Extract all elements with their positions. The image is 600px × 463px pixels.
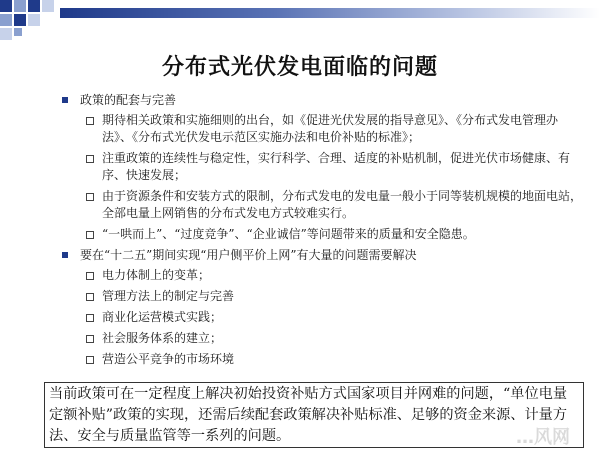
slide-title: 分布式光伏发电面临的问题 — [161, 55, 438, 80]
hollow-square-bullet-icon — [86, 155, 94, 163]
watermark: …风网 — [516, 427, 570, 448]
hollow-square-bullet-icon — [86, 193, 94, 201]
hollow-square-bullet-icon — [86, 356, 94, 364]
list-item — [62, 112, 582, 146]
list-item — [62, 330, 582, 347]
list-item-text: 社会服务体系的建立； — [102, 331, 223, 345]
list-item-text: 期待相关政策和实施细则的出台，如《促进光伏发展的指导意见》、《分布式发电管理办法》、《分布式光伏发电示范区实施办法和电价补贴的标准》； — [102, 113, 559, 144]
hollow-square-bullet-icon — [86, 335, 94, 343]
list-item — [62, 188, 582, 222]
section-heading — [62, 92, 582, 109]
summary-box: 当前政策可在一定程度上解决初始投资补贴方式国家项目并网难的问题，“单位电量定额补贴”政策的实现，还需后续配套政策解决补贴标准、足够的资金来源、计量方法、安全与质量监管等一系列的问题。 — [44, 382, 584, 448]
list-item — [62, 267, 582, 284]
list-item — [62, 226, 582, 243]
hollow-square-bullet-icon — [86, 117, 94, 125]
square-bullet-icon — [62, 252, 68, 258]
hollow-square-bullet-icon — [86, 314, 94, 322]
list-item-text: “一哄而上”、“过度竞争”、“企业诚信”等问题带来的质量和安全隐患。 — [102, 227, 475, 241]
list-item-text: 电力体制上的变革； — [102, 268, 211, 282]
section-heading — [62, 247, 582, 264]
section-heading-text: 要在“十二五”期间实现“用户侧平价上网”有大量的问题需要解决 — [80, 248, 417, 262]
sub-list — [62, 112, 582, 243]
square-bullet-icon — [62, 97, 68, 103]
list-item-text: 管理方法上的制定与完善 — [102, 289, 235, 303]
list-item-text: 注重政策的连续性与稳定性，实行科学、合理、适度的补贴机制，促进光伏市场健康、有序、快速发展； — [102, 151, 571, 182]
list-item — [62, 309, 582, 326]
header-gradient-bar — [60, 8, 600, 18]
section-heading-text: 政策的配套与完善 — [80, 93, 177, 107]
list-item-text: 营造公平竞争的市场环境 — [102, 352, 235, 366]
corner-decoration — [0, 0, 120, 44]
hollow-square-bullet-icon — [86, 272, 94, 280]
list-item-text: 商业化运营模式实践； — [102, 310, 223, 324]
list-item — [62, 150, 582, 184]
hollow-square-bullet-icon — [86, 293, 94, 301]
list-item-text: 由于资源条件和安装方式的限制，分布式发电的发电量一般小于同等装机规模的地面电站，全部电量上网销售的分布式发电方式较难实行。 — [102, 189, 583, 220]
list-item — [62, 351, 582, 368]
list-item — [62, 288, 582, 305]
sub-list — [62, 267, 582, 368]
slide-content — [62, 92, 582, 372]
hollow-square-bullet-icon — [86, 231, 94, 239]
